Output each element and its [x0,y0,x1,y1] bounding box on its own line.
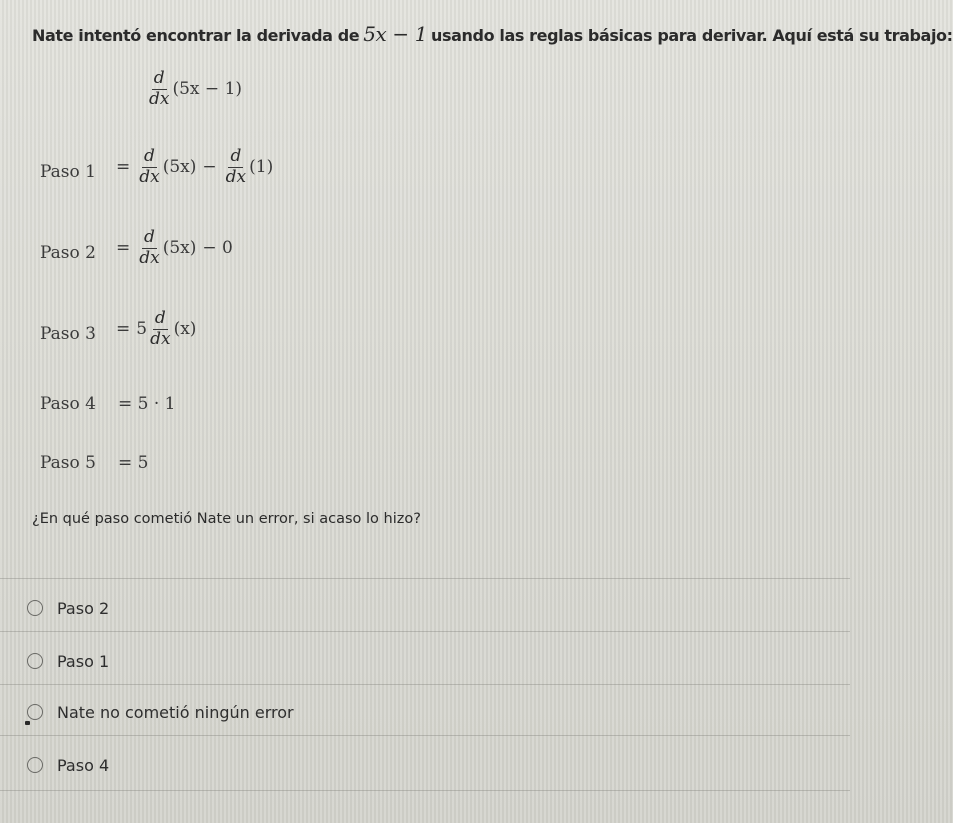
fraction-denominator: dx [139,166,160,187]
fraction-numerator: d [153,68,165,88]
problem-statement [32,22,953,46]
fraction-numerator: d [144,146,155,166]
step-1-expression [116,148,273,187]
fraction-denominator: dx [225,166,247,187]
radio-button[interactable] [27,704,43,720]
answer-option-no-error[interactable] [24,692,824,732]
coefficient: 5 [136,319,148,340]
problem-text-after: usando las reglas básicas para derivar. Aquí está su trabajo: [431,26,953,45]
divider [0,631,850,632]
derivative-argument: (5x) [162,157,197,178]
derivative-argument: (5x − 1) [172,79,243,100]
derivation-start [146,70,242,109]
radio-button[interactable] [27,653,43,669]
fraction-numerator: d [230,146,242,166]
step-3-label: Paso 3 [40,324,96,344]
step-3-expression [116,310,196,349]
derivative-operator [137,229,161,268]
divider [0,578,850,579]
radio-button[interactable] [27,600,43,616]
step-1-label: Paso 1 [40,162,96,182]
answer-option-paso-4[interactable] [24,745,824,785]
derivative-argument: (5x) [162,238,197,259]
answer-option-label: Paso 1 [57,651,110,671]
minus-zero: − 0 [202,238,233,259]
step-2-expression [116,229,233,268]
radio-button[interactable] [27,757,43,773]
answer-option-label: Paso 2 [57,598,110,618]
problem-expression: 5x − 1 [363,22,428,46]
equals-sign: = [116,319,131,340]
divider [0,684,850,685]
divider [0,735,850,736]
fraction-denominator: dx [139,247,160,268]
derivative-argument: (1) [249,157,274,178]
step-5-label: Paso 5 [40,453,96,473]
derivative-argument: (x) [173,319,197,340]
fraction-denominator: dx [150,328,171,349]
derivative-operator [137,148,161,187]
derivative-operator [148,310,172,349]
answer-option-label: Nate no cometió ningún error [57,702,294,722]
fraction-numerator: d [154,308,166,328]
minus-sign: − [202,157,217,178]
step-5-expression: = 5 [118,453,149,473]
derivative-operator [224,148,248,187]
answer-option-label: Paso 4 [57,755,110,775]
answer-option-paso-1[interactable] [24,641,824,681]
question-text: ¿En qué paso cometió Nate un error, si acaso lo hizo? [32,511,421,527]
fraction-numerator: d [144,227,155,247]
step-4-expression: = 5 · 1 [118,394,176,414]
answer-option-paso-2[interactable] [24,588,824,628]
fraction-denominator: dx [149,88,170,109]
step-4-label: Paso 4 [40,394,96,414]
equals-sign: = [116,238,131,259]
equals-sign: = [116,157,131,178]
divider [0,790,850,791]
step-2-label: Paso 2 [40,243,96,263]
problem-text-before: Nate intentó encontrar la derivada de [32,26,360,45]
derivative-operator [147,70,171,109]
